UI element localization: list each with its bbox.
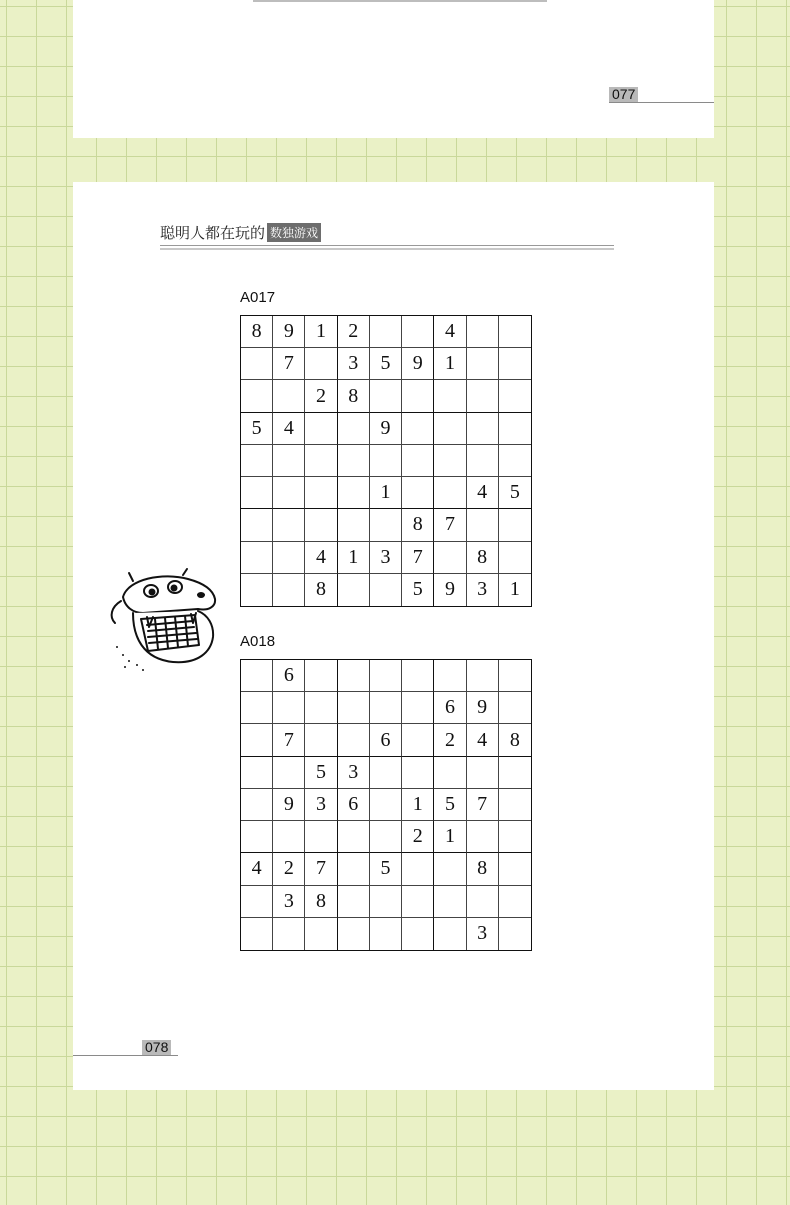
sudoku-cell xyxy=(499,789,531,821)
sudoku-cell: 8 xyxy=(402,509,434,541)
sudoku-cell xyxy=(273,574,305,606)
sudoku-cell xyxy=(241,886,273,918)
sudoku-cell xyxy=(499,509,531,541)
sudoku-cell: 8 xyxy=(499,724,531,756)
sudoku-cell xyxy=(370,757,402,789)
sudoku-cell: 9 xyxy=(402,348,434,380)
sudoku-cell xyxy=(499,380,531,412)
sudoku-cell xyxy=(434,660,466,692)
sudoku-cell: 3 xyxy=(338,757,370,789)
sudoku-cell: 4 xyxy=(467,477,499,509)
sudoku-cell: 1 xyxy=(338,542,370,574)
sudoku-cell xyxy=(499,821,531,853)
sudoku-cell: 8 xyxy=(467,853,499,885)
sudoku-cell xyxy=(241,509,273,541)
sudoku-cell xyxy=(338,509,370,541)
sudoku-cell: 1 xyxy=(509,578,520,601)
sudoku-cell xyxy=(241,692,273,724)
sudoku-cell xyxy=(305,918,337,950)
sudoku-cell xyxy=(499,413,531,445)
sudoku-cell xyxy=(370,509,402,541)
sudoku-cell xyxy=(370,380,402,412)
sudoku-cell xyxy=(273,692,305,724)
sudoku-cell xyxy=(338,660,370,692)
sudoku-cell: 7 xyxy=(273,724,305,756)
sudoku-cell xyxy=(273,477,305,509)
sudoku-cell xyxy=(370,316,402,348)
sudoku-cell xyxy=(499,918,531,950)
sudoku-cell xyxy=(273,918,305,950)
sudoku-cell xyxy=(402,757,434,789)
sudoku-grid-a018 xyxy=(240,659,532,951)
sudoku-cell xyxy=(467,886,499,918)
sudoku-cell: 6 xyxy=(370,724,402,756)
sudoku-cell xyxy=(467,380,499,412)
sudoku-cell xyxy=(305,692,337,724)
sudoku-cell xyxy=(402,724,434,756)
sudoku-cell xyxy=(402,316,434,348)
sudoku-cell: 8 xyxy=(305,886,337,918)
sudoku-cell: 6 xyxy=(273,660,305,692)
sudoku-cell: 8 xyxy=(241,316,273,348)
sudoku-cell: 1 xyxy=(402,789,434,821)
sudoku-cell: 6 xyxy=(434,692,466,724)
sudoku-cell xyxy=(402,380,434,412)
previous-page-fragment xyxy=(73,0,714,138)
sudoku-cell xyxy=(370,445,402,477)
sudoku-cell xyxy=(305,509,337,541)
sudoku-cell xyxy=(467,348,499,380)
sudoku-cell: 2 xyxy=(305,380,337,412)
hippo-mascot-icon xyxy=(103,567,223,677)
book-page xyxy=(73,182,714,1090)
sudoku-cell: 1 xyxy=(305,316,337,348)
sudoku-cell xyxy=(370,886,402,918)
sudoku-cell xyxy=(499,692,531,724)
sudoku-cell xyxy=(305,660,337,692)
sudoku-cell xyxy=(338,692,370,724)
sudoku-cell xyxy=(402,692,434,724)
sudoku-cell: 5 xyxy=(370,348,402,380)
sudoku-cell: 4 xyxy=(305,542,337,574)
sudoku-cell xyxy=(305,348,337,380)
sudoku-cell: 7 xyxy=(434,509,466,541)
sudoku-cell xyxy=(305,413,337,445)
sudoku-cell xyxy=(241,724,273,756)
sudoku-cell xyxy=(402,445,434,477)
sudoku-cell xyxy=(305,821,337,853)
sudoku-cell xyxy=(467,821,499,853)
sudoku-cell xyxy=(434,886,466,918)
sudoku-cell xyxy=(467,757,499,789)
sudoku-cell: 2 xyxy=(338,316,370,348)
sudoku-cell: 9 xyxy=(273,316,305,348)
sudoku-cell: 7 xyxy=(402,542,434,574)
sudoku-cell: 6 xyxy=(338,789,370,821)
sudoku-cell xyxy=(241,542,273,574)
sudoku-cell xyxy=(434,477,466,509)
sudoku-cell xyxy=(241,445,273,477)
page-number-rule xyxy=(73,1055,178,1056)
sudoku-cell xyxy=(434,853,466,885)
sudoku-cell: 5 xyxy=(402,574,434,606)
sudoku-cell xyxy=(499,316,531,348)
sudoku-cell xyxy=(305,477,337,509)
sudoku-cell xyxy=(402,477,434,509)
sudoku-cell xyxy=(370,918,402,950)
sudoku-cell: 4 xyxy=(241,853,273,885)
sudoku-cell xyxy=(434,757,466,789)
sudoku-cell: 3 xyxy=(338,348,370,380)
sudoku-cell: 3 xyxy=(305,789,337,821)
sudoku-cell: 5 xyxy=(241,413,273,445)
sudoku-cell xyxy=(241,348,273,380)
sudoku-cell xyxy=(338,445,370,477)
sudoku-cell xyxy=(402,660,434,692)
sudoku-cell xyxy=(434,918,466,950)
sudoku-cell: 7 xyxy=(467,789,499,821)
sudoku-cell xyxy=(338,724,370,756)
sudoku-cell: 5 xyxy=(434,789,466,821)
sudoku-cell xyxy=(338,886,370,918)
header-rule-double xyxy=(160,248,614,250)
page-number-bottom: 078 xyxy=(142,1040,171,1055)
sudoku-cell xyxy=(499,542,531,574)
sudoku-cell xyxy=(402,886,434,918)
sudoku-cell: 4 xyxy=(467,724,499,756)
sudoku-cell: 9 xyxy=(467,692,499,724)
sudoku-cell: 4 xyxy=(434,316,466,348)
sudoku-cell: 4 xyxy=(273,413,305,445)
sudoku-cell xyxy=(241,477,273,509)
top-rule xyxy=(253,0,547,2)
sudoku-cell xyxy=(370,789,402,821)
sudoku-cell xyxy=(467,445,499,477)
sudoku-cell xyxy=(241,660,273,692)
header-title: 聪明人都在玩的 xyxy=(160,225,266,242)
sudoku-cell: 9 xyxy=(434,574,466,606)
sudoku-cell xyxy=(434,445,466,477)
sudoku-cell xyxy=(467,509,499,541)
sudoku-cell xyxy=(241,821,273,853)
sudoku-grid-a017 xyxy=(240,315,532,607)
sudoku-cell xyxy=(499,348,531,380)
sudoku-cell xyxy=(273,542,305,574)
sudoku-cell xyxy=(273,380,305,412)
sudoku-cell xyxy=(338,574,370,606)
sudoku-cell xyxy=(434,380,466,412)
sudoku-cell: 8 xyxy=(467,542,499,574)
running-header xyxy=(160,222,321,243)
sudoku-cell xyxy=(467,660,499,692)
sudoku-cell xyxy=(338,918,370,950)
sudoku-cell xyxy=(273,821,305,853)
sudoku-cell xyxy=(241,574,273,606)
sudoku-cell xyxy=(273,509,305,541)
sudoku-cell xyxy=(402,413,434,445)
sudoku-cell: 3 xyxy=(467,918,499,950)
sudoku-cell xyxy=(499,853,531,885)
sudoku-cell: 3 xyxy=(273,886,305,918)
sudoku-cell xyxy=(499,445,531,477)
sudoku-cell xyxy=(402,853,434,885)
sudoku-cell xyxy=(467,413,499,445)
page-number-rule xyxy=(609,102,714,103)
sudoku-cell: 3 xyxy=(467,574,499,606)
sudoku-cell xyxy=(499,886,531,918)
sudoku-cell: 8 xyxy=(338,380,370,412)
sudoku-cell: 7 xyxy=(305,853,337,885)
sudoku-cell xyxy=(370,821,402,853)
sudoku-cell xyxy=(434,542,466,574)
sudoku-cell xyxy=(370,574,402,606)
sudoku-cell xyxy=(338,413,370,445)
sudoku-cell xyxy=(338,853,370,885)
sudoku-cell: 5 xyxy=(305,757,337,789)
sudoku-cell xyxy=(370,660,402,692)
sudoku-cell: 2 xyxy=(434,724,466,756)
sudoku-cell xyxy=(499,660,531,692)
sudoku-cell xyxy=(338,477,370,509)
header-rule xyxy=(160,245,614,246)
sudoku-cell: 8 xyxy=(305,574,337,606)
sudoku-cell xyxy=(499,757,531,789)
sudoku-cell xyxy=(467,316,499,348)
sudoku-cell: 2 xyxy=(402,821,434,853)
puzzle-label-a017: A017 xyxy=(240,289,276,306)
sudoku-cell xyxy=(273,445,305,477)
sudoku-cell: 1 xyxy=(434,821,466,853)
sudoku-cell: 7 xyxy=(273,348,305,380)
sudoku-cell xyxy=(402,918,434,950)
sudoku-cell xyxy=(241,380,273,412)
sudoku-cell xyxy=(241,757,273,789)
sudoku-cell: 2 xyxy=(273,853,305,885)
page-number-top: 077 xyxy=(609,87,638,102)
sudoku-cell xyxy=(305,724,337,756)
sudoku-cell: 1 xyxy=(434,348,466,380)
sudoku-cell: 5 xyxy=(370,853,402,885)
sudoku-cell xyxy=(241,918,273,950)
sudoku-cell: 1 xyxy=(370,477,402,509)
sudoku-cell xyxy=(305,445,337,477)
sudoku-cell xyxy=(370,692,402,724)
sudoku-cell xyxy=(273,757,305,789)
sudoku-cell: 9 xyxy=(273,789,305,821)
sudoku-cell xyxy=(338,821,370,853)
sudoku-cell: 5 xyxy=(499,477,531,509)
header-tag: 数独游戏 xyxy=(267,223,321,242)
sudoku-cell: 9 xyxy=(370,413,402,445)
puzzle-label-a018: A018 xyxy=(240,633,276,650)
sudoku-cell: 3 xyxy=(370,542,402,574)
sudoku-cell xyxy=(434,413,466,445)
sudoku-cell xyxy=(241,789,273,821)
